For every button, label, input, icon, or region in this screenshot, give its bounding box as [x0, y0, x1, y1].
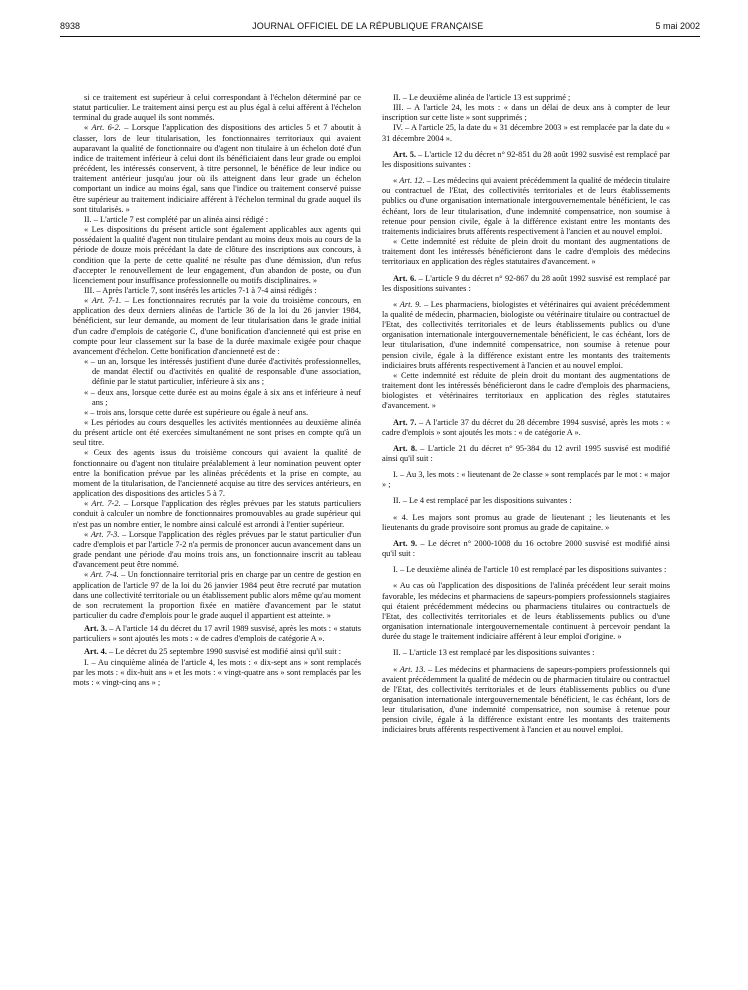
paragraph: « Art. 6-2. – Lorsque l'application des dispositions des articles 5 et 7 aboutit à classer, lors de leur titularisation, les fonctionnaires territoriaux qui avaient auparavant la qualité de fonctionnaire ou d'agent non titulaire à un échelon doté d'un indice de traitement inférieur à celui dont ils bénéficiaient dans leur grade ou emploi précédent, les intéressés conservent, à titre personnel, le bénéfice de leur indice ou traitement antérieur jusqu'au jour où ils atteignent dans leur grade un échelon comportant un indice au moins égal, sans que l'indice ou traitement conservé puisse être supérieur au traitement indiciaire afférent à l'échelon terminal du grade auquel ils sont titularisés. » [73, 123, 361, 214]
paragraph: III. – Après l'article 7, sont insérés les articles 7-1 à 7-4 ainsi rédigés : [84, 285, 317, 295]
article-paragraph: Art. 3. – A l'article 14 du décret du 17 avril 1989 susvisé, après les mots : « statuts particuliers » sont ajoutés les mots : « de cadres d'emplois de catégorie A ». [73, 624, 361, 644]
list-item: « – deux ans, lorsque cette durée est au moins égale à six ans et inférieure à neuf ans ; [84, 387, 361, 407]
paragraph: II. – Le deuxième alinéa de l'article 13 est supprimé ; [393, 93, 571, 102]
paragraph: II. – L'article 13 est remplacé par les dispositions suivantes : [393, 648, 595, 658]
paragraph: « Cette indemnité est réduite de plein droit du montant des augmentations de traitement dont les intéressés bénéficieront dans le cadre d'emplois des pharmaciens, biologistes et vétérinaires territoriaux en application des règles statutaires d'avancement. » [382, 370, 670, 411]
paragraph: « Art. 7-1. – Les fonctionnaires recrutés par la voie du troisième concours, en application des deux derniers alinéas de l'article 36 de la loi du 26 janvier 1984, bénéficient, sur leur demande, au moment de leur titularisation dans le grade initial d'un cadre d'emplois de catégorie C, d'une bonification d'ancienneté qui est prise en compte pour leur classement sur la base de la durée maximale exigée pour chaque avancement d'échelon. Cette bonification d'ancienneté est de : [73, 296, 362, 356]
paragraph: « Les périodes au cours desquelles les activités mentionnées au deuxième alinéa du présent article ont été exercées simultanément ne sont prises en compte qu'à un seul titre. [73, 418, 361, 448]
paragraph: « Art. 7-2. – Lorsque l'application des règles prévues par les statuts particuliers conduit à calculer un nombre de fonctionnaires promouvables au grade supérieur qui n'est pas un nombre entier, le nombre ainsi calculé est arrondi à l'entier supérieur. [73, 499, 361, 529]
header-rule [60, 36, 700, 37]
paragraph: « Art. 12. – Les médecins qui avaient précédemment la qualité de médecin titulaire ou contractuel de l'Etat, des collectivités territoriales et de leurs établissements publics ou d'une organisation internationale intergouvernementale bénéficient, le cas échéant, lors de leur titularisation, d'une indemnité compensatrice, non soumise à retenue pour pension civile, égale à la différence existant entre les montants des traitements indiciaires bruts afférents respectivement à l'ancien et au nouvel emploi. [382, 176, 671, 236]
paragraph: « Au cas où l'application des dispositions de l'alinéa précédent leur serait moins favorable, les médecins et pharmaciens de sapeurs-pompiers professionnels stagiaires qui étaient précédemment médecins ou pharmaciens titulaires ou contractuels de l'Etat, des collectivités territoriales et de leurs établissements publics ou d'une organisation internationale intergouvernementale continuent à percevoir pendant la durée du stage le traitement indiciaire afférent à leur emploi d'origine. » [382, 581, 670, 642]
paragraph: « Art. 7-3. – Lorsque l'application des règles prévues par le statut particulier d'un cadre d'emplois et par l'article 7-2 n'a permis de prononcer aucun avancement dans un grade pendant une période d'au moins trois ans, un fonctionnaire inscrit au tableau d'avancement peut être nommé. [73, 529, 361, 570]
page-number: 8938 [60, 21, 81, 31]
paragraph: « Ceux des agents issus du troisième concours qui avaient la qualité de fonctionnaire ou d'agent non titulaire préalablement à leur nomination peuvent opter entre la bonification prévue par les alinéas précédents et la prise en compte, au moment de la titularisation, de l'ancienneté acquise au titre des services antérieurs, en application des dispositions des articles 5 à 7. [73, 448, 361, 499]
paragraph: II. – L'article 7 est complété par un alinéa ainsi rédigé : [84, 214, 269, 224]
paragraph: IV. – A l'article 25, la date du « 31 décembre 2003 » est remplacée par la date du « 31 décembre 2004 ». [382, 123, 670, 143]
paragraph: « Art. 9. – Les pharmaciens, biologistes et vétérinaires qui avaient précédemment la qualité de médecin, pharmacien, biologiste ou vétérinaire titulaire ou contractuel de l'Etat, des collectivités territoriales et de leurs établissements publics ou d'une organisation internationale intergouvernementale bénéficient, le cas échéant, lors de leur titularisation, d'une indemnité compensatrice, non soumise à retenue pour pension civile, égale à la différence existant entre les montants des traitements indiciaires bruts afférents respectivement à l'ancien et au nouvel emploi. [382, 299, 671, 370]
paragraph: I. – Au cinquième alinéa de l'article 4, les mots : « dix-sept ans » sont remplacés par les mots : « dix-huit ans » et les mots : « vingt-quatre ans » sont remplacés par les mots : « vingt-cinq ans » ; [73, 657, 361, 687]
right-column [382, 93, 670, 736]
list-item: « – un an, lorsque les intéressés justifient d'une durée d'activités professionnelles, de mandat électif ou d'activités en qualité de responsable d'une association, définie par le statut particulier, inférieure à six ans ; [84, 357, 361, 387]
page-header [60, 19, 700, 33]
paragraph: si ce traitement est supérieur à celui correspondant à l'échelon déterminé par ce statut particulier. Le traitement ainsi perçu est au plus égal à celui afférent à l'échelon terminal du grade auquel ils sont nommés. [73, 93, 361, 123]
paragraph: « Art. 13. – Les médecins et pharmaciens de sapeurs-pompiers professionnels qui avaient précédemment la qualité de médecin ou de pharmacien titulaire ou contractuel de l'Etat, des collectivités territoriales et de leurs établissements publics ou d'une organisation internationale intergouvernementale bénéficient, le cas échéant, lors de leur titularisation, d'une indemnité compensatrice, non soumise à retenue pour pension civile, égale à la différence existant entre les montants des traitements indiciaires bruts afférents respectivement à l'ancien et au nouvel emploi. [382, 664, 671, 735]
article-paragraph: Art. 7. – A l'article 37 du décret du 28 décembre 1994 susvisé, après les mots : « cadre d'emplois » sont ajoutés les mots : « de catégorie A ». [382, 417, 671, 437]
article-paragraph: Art. 6. – L'article 9 du décret n° 92-867 du 28 août 1992 susvisé est remplacé par les dispositions suivantes : [382, 273, 671, 293]
paragraph: II. – Le 4 est remplacé par les dispositions suivantes : [393, 496, 572, 506]
paragraph: « Cette indemnité est réduite de plein droit du montant des augmentations de traitement dont les intéressés bénéficieront dans le cadre d'emplois des médecins territoriaux en application des règles statutaires d'avancement. » [382, 237, 670, 267]
list-item: « – trois ans, lorsque cette durée est supérieure ou égale à neuf ans. [84, 407, 309, 417]
article-paragraph: Art. 8. – L'article 21 du décret n° 95-384 du 12 avril 1995 susvisé est modifié ainsi qu'il suit : [382, 443, 670, 463]
article-paragraph: Art. 9. – Le décret n° 2000-1008 du 16 octobre 2000 susvisé est modifié ainsi qu'il suit : [382, 538, 670, 559]
paragraph: « Les dispositions du présent article sont également applicables aux agents qui possédaient la qualité d'agent non titulaire pendant au moins deux mois au cours de la période de douze mois précédant la date de clôture des inscriptions aux concours, à condition que la perte de cette qualité ne résulte pas d'une démission, d'un refus d'accepter le renouvellement de leur engagement, d'un abandon de poste, ou d'un licenciement pour insuffisance professionnelle ou motifs disciplinaires. » [73, 225, 361, 285]
article-paragraph: Art. 4. – Le décret du 25 septembre 1990 susvisé est modifié ainsi qu'il suit : [84, 647, 342, 657]
paragraph: « Art. 7-4. – Un fonctionnaire territorial pris en charge par un centre de gestion en application de l'article 97 de la loi du 26 janvier 1984 peut être recruté par mutation dans une collectivité territoriale ou un établissement public alors même qu'au moment de son recrutement la proportion fixée en matière d'avancement par le statut particulier du cadre d'emplois pour le grade auquel il appartient est atteinte. » [73, 570, 361, 620]
journal-title: JOURNAL OFFICIEL DE LA RÉPUBLIQUE FRANÇAISE [252, 21, 484, 31]
left-column [73, 93, 361, 688]
article-paragraph: Art. 5. – L'article 12 du décret n° 92-851 du 28 août 1992 susvisé est remplacé par les dispositions suivantes : [382, 149, 670, 169]
paragraph: III. – A l'article 24, les mots : « dans un délai de deux ans à compter de leur inscription sur cette liste » sont supprimés ; [382, 103, 670, 123]
publication-date: 5 mai 2002 [655, 21, 700, 31]
paragraph: « 4. Les majors sont promus au grade de lieutenant ; les lieutenants et les lieutenants du grade provisoire sont promus au grade de capitaine. » [382, 512, 670, 532]
paragraph: I. – Au 3, les mots : « lieutenant de 2e classe » sont remplacés par le mot : « major » ; [382, 470, 670, 490]
paragraph: I. – Le deuxième alinéa de l'article 10 est remplacé par les dispositions suivantes : [393, 565, 667, 575]
